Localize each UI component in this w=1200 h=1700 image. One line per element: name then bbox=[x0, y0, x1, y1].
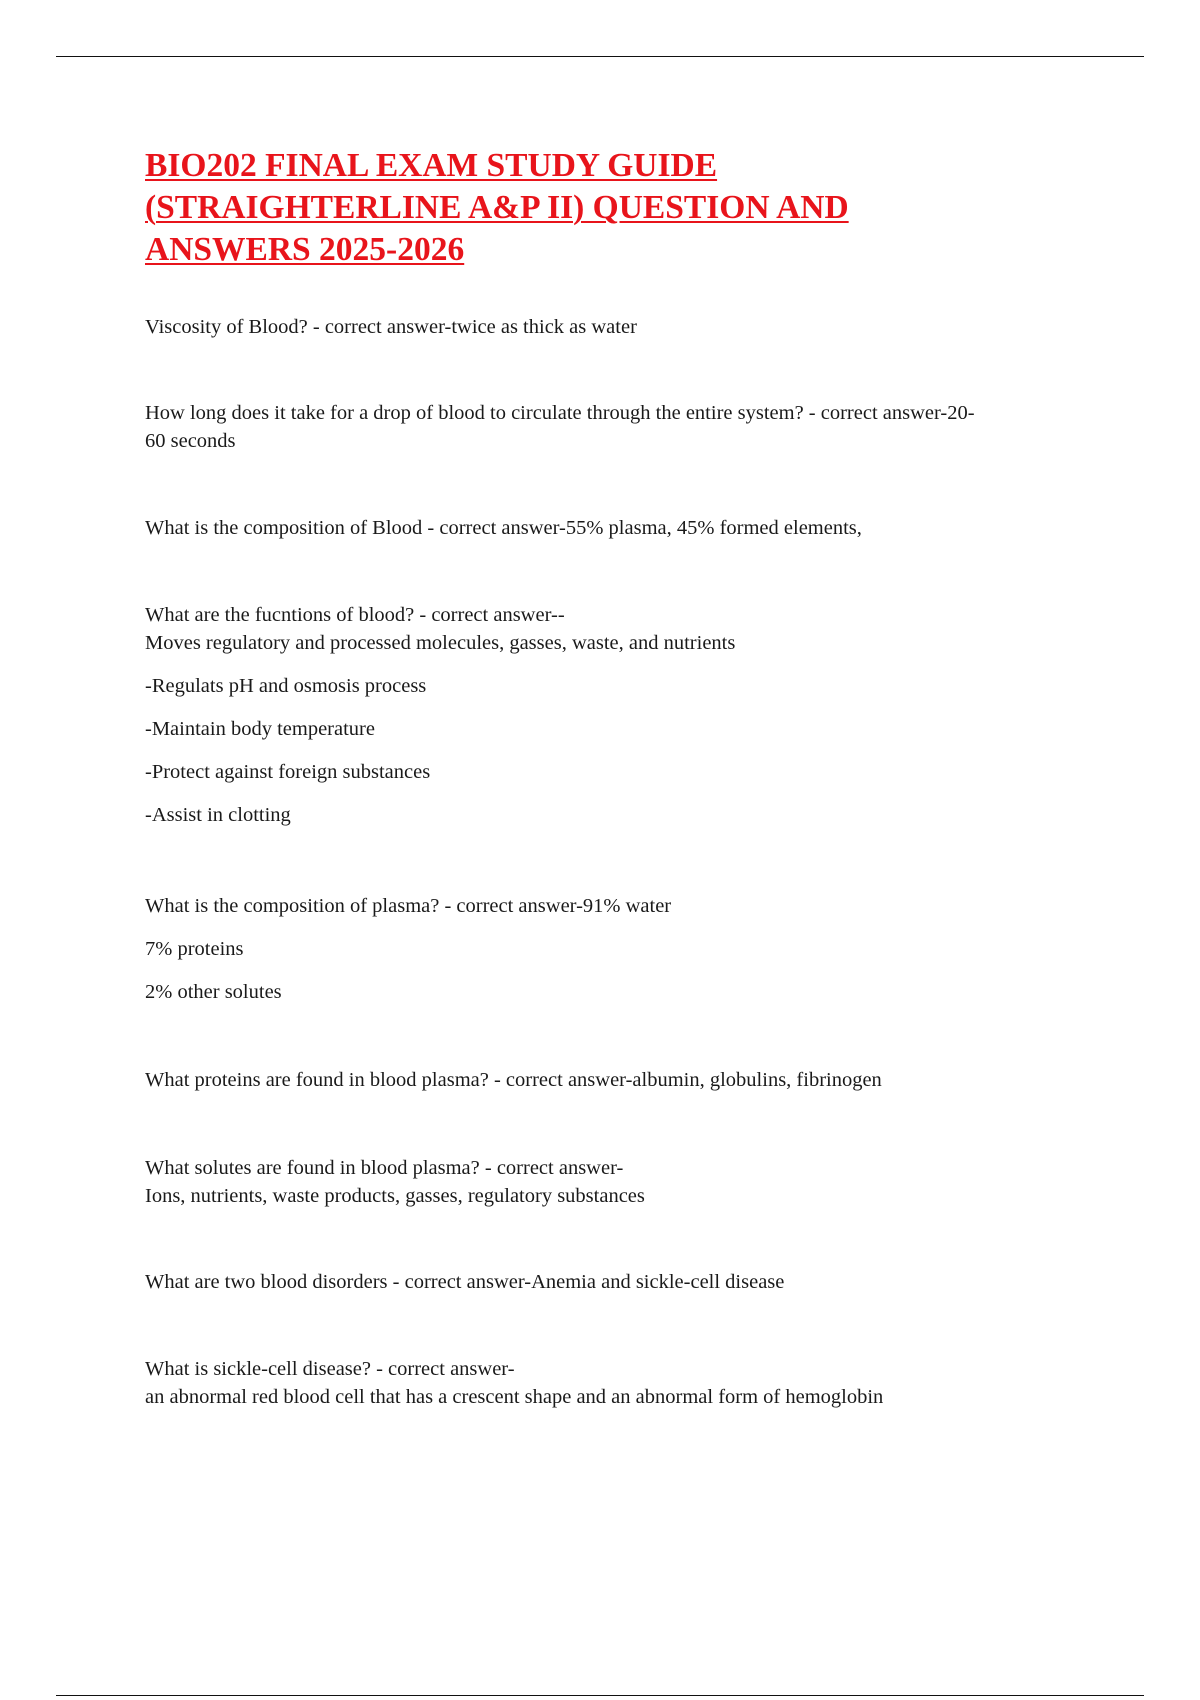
qa-line: How long does it take for a drop of blood to circulate through the entire system? - correct answer-20- bbox=[145, 402, 975, 424]
qa-item-plasma-solutes bbox=[145, 1154, 1065, 1210]
qa-line: Moves regulatory and processed molecules, gasses, waste, and nutrients bbox=[145, 632, 736, 654]
document-title bbox=[145, 145, 1045, 271]
qa-paragraph: -Regulats pH and osmosis process bbox=[145, 675, 427, 697]
bottom-rule bbox=[56, 1695, 1144, 1696]
qa-line: What is the composition of plasma? - correct answer-91% water bbox=[145, 895, 672, 917]
qa-line: What are the fucntions of blood? - correct answer-- bbox=[145, 604, 565, 626]
qa-item-blood-composition bbox=[145, 514, 1065, 542]
title-line-3: ANSWERS 2025-2026 bbox=[145, 231, 465, 268]
qa-item-viscosity bbox=[145, 313, 1065, 341]
title-line-2: (STRAIGHTERLINE A&P II) QUESTION AND bbox=[145, 189, 849, 226]
qa-item-blood-functions bbox=[145, 601, 1065, 829]
qa-line: What proteins are found in blood plasma? - correct answer-albumin, globulins, fibrinogen bbox=[145, 1069, 882, 1091]
qa-line: What are two blood disorders - correct answer-Anemia and sickle-cell disease bbox=[145, 1271, 785, 1293]
top-rule bbox=[56, 56, 1144, 57]
qa-line: What is the composition of Blood - correct answer-55% plasma, 45% formed elements, bbox=[145, 517, 862, 539]
qa-line: 60 seconds bbox=[145, 430, 236, 452]
qa-paragraph: -Assist in clotting bbox=[145, 804, 291, 826]
qa-line: What solutes are found in blood plasma? - correct answer- bbox=[145, 1157, 624, 1179]
qa-item-plasma-proteins bbox=[145, 1066, 1065, 1094]
qa-line: Viscosity of Blood? - correct answer-twice as thick as water bbox=[145, 316, 637, 338]
qa-paragraph: 2% other solutes bbox=[145, 981, 282, 1003]
qa-line: an abnormal red blood cell that has a crescent shape and an abnormal form of hemoglobin bbox=[145, 1386, 884, 1408]
qa-paragraph: -Protect against foreign substances bbox=[145, 761, 431, 783]
qa-line: What is sickle-cell disease? - correct answer- bbox=[145, 1358, 515, 1380]
qa-item-plasma-composition bbox=[145, 892, 1065, 1006]
qa-item-sickle-cell bbox=[145, 1355, 1065, 1411]
qa-item-circulation-time bbox=[145, 399, 1065, 455]
title-line-1: BIO202 FINAL EXAM STUDY GUIDE bbox=[145, 147, 718, 184]
qa-paragraph: -Maintain body temperature bbox=[145, 718, 375, 740]
qa-item-blood-disorders bbox=[145, 1268, 1065, 1296]
qa-paragraph: 7% proteins bbox=[145, 938, 244, 960]
qa-line: Ions, nutrients, waste products, gasses, regulatory substances bbox=[145, 1185, 645, 1207]
